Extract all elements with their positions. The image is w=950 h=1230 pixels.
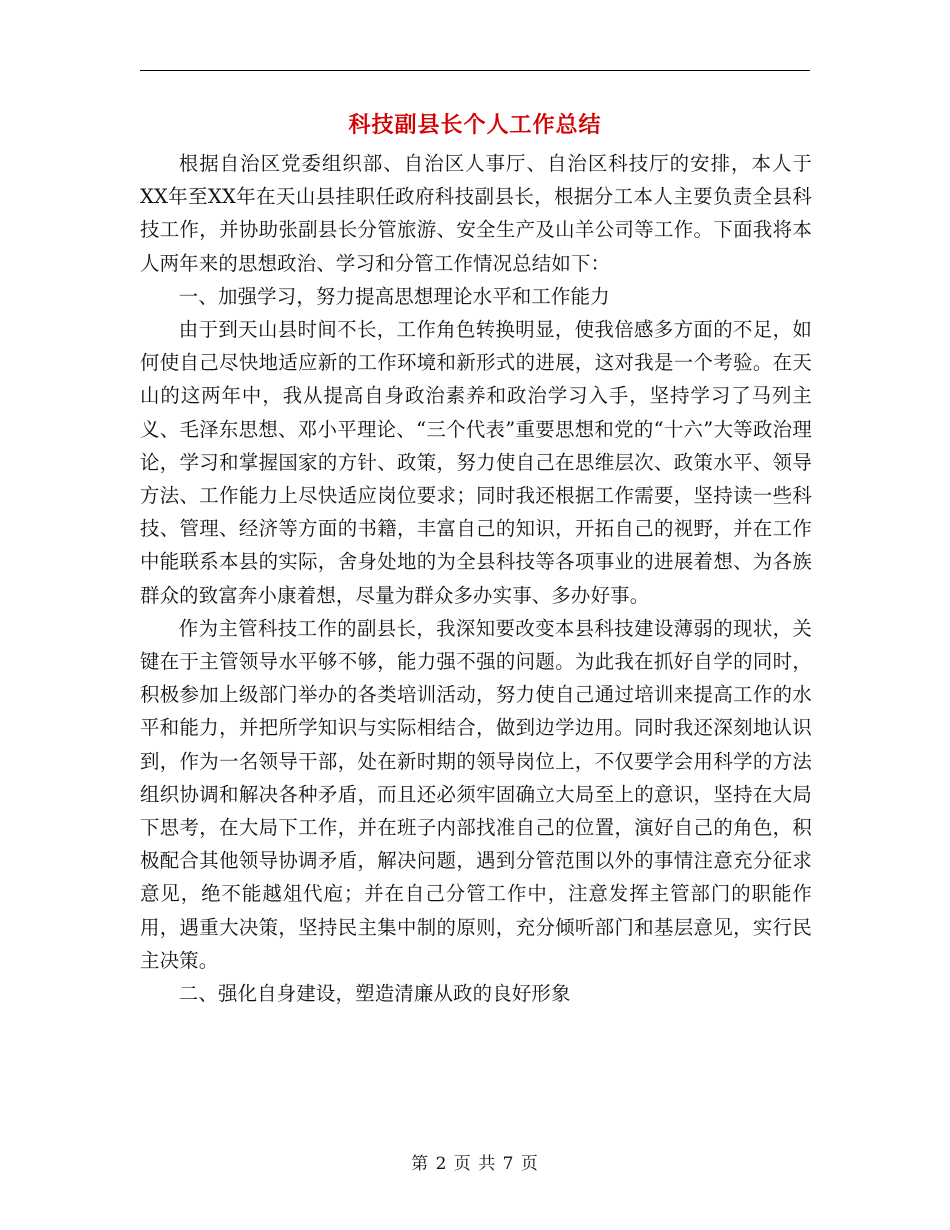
- paragraph-learning: 由于到天山县时间不长，工作角色转换明显，使我倍感多方面的不足，如何使自己尽快地适应新的工作环境和新形式的进展，这对我是一个考验。在天山的这两年中，我从提高自身政治素养和政治学习入手，坚持学习了马列主义、毛泽东思想、邓小平理论、“三个代表”重要思想和党的“十六”大等政治理论，学习和掌握国家的方针、政策，努力使自己在思维层次、政策水平、领导方法、工作能力上尽快适应岗位要求；同时我还根据工作需要，坚持读一些科技、管理、经济等方面的书籍，丰富自己的知识，开拓自己的视野，并在工作中能联系本县的实际，舍身处地的为全县科技等各项事业的进展着想、为各族群众的致富奔小康着想，尽量为群众多办实事、多办好事。: [140, 318, 812, 607]
- paragraph-intro: 根据自治区党委组织部、自治区人事厅、自治区科技厅的安排，本人于XX年至XX年在天山县挂职任政府科技副县长，根据分工本人主要负责全县科技工作，并协助张副县长分管旅游、安全生产及山羊公司等工作。下面我将本人两年来的思想政治、学习和分管工作情况总结如下：: [140, 152, 812, 275]
- document-title: 科技副县长个人工作总结: [348, 113, 602, 138]
- document-body: [140, 147, 812, 1010]
- page-number: 第 2 页 共 7 页: [411, 1154, 539, 1174]
- section-heading-2: 二、强化自身建设，塑造清廉从政的良好形象: [178, 982, 571, 1006]
- header-rule: [140, 70, 810, 71]
- section-heading-1: 一、加强学习，努力提高思想理论水平和工作能力: [178, 284, 610, 308]
- paragraph-leadership: 作为主管科技工作的副县长，我深知要改变本县科技建设薄弱的现状，关键在于主管领导水平够不够，能力强不强的问题。为此我在抓好自学的同时，积极参加上级部门举办的各类培训活动，努力使自己通过培训来提高工作的水平和能力，并把所学知识与实际相结合，做到边学边用。同时我还深刻地认识到，作为一名领导干部，处在新时期的领导岗位上，不仅要学会用科学的方法组织协调和解决各种矛盾，而且还必须牢固确立大局至上的意识，坚持在大局下思考，在大局下工作，并在班子内部找准自己的位置，演好自己的角色，积极配合其他领导协调矛盾，解决问题，遇到分管范围以外的事情注意充分征求意见，绝不能越俎代庖；并在自己分管工作中，注意发挥主管部门的职能作用，遇重大决策，坚持民主集中制的原则，充分倾听部门和基层意见，实行民主决策。: [140, 616, 812, 972]
